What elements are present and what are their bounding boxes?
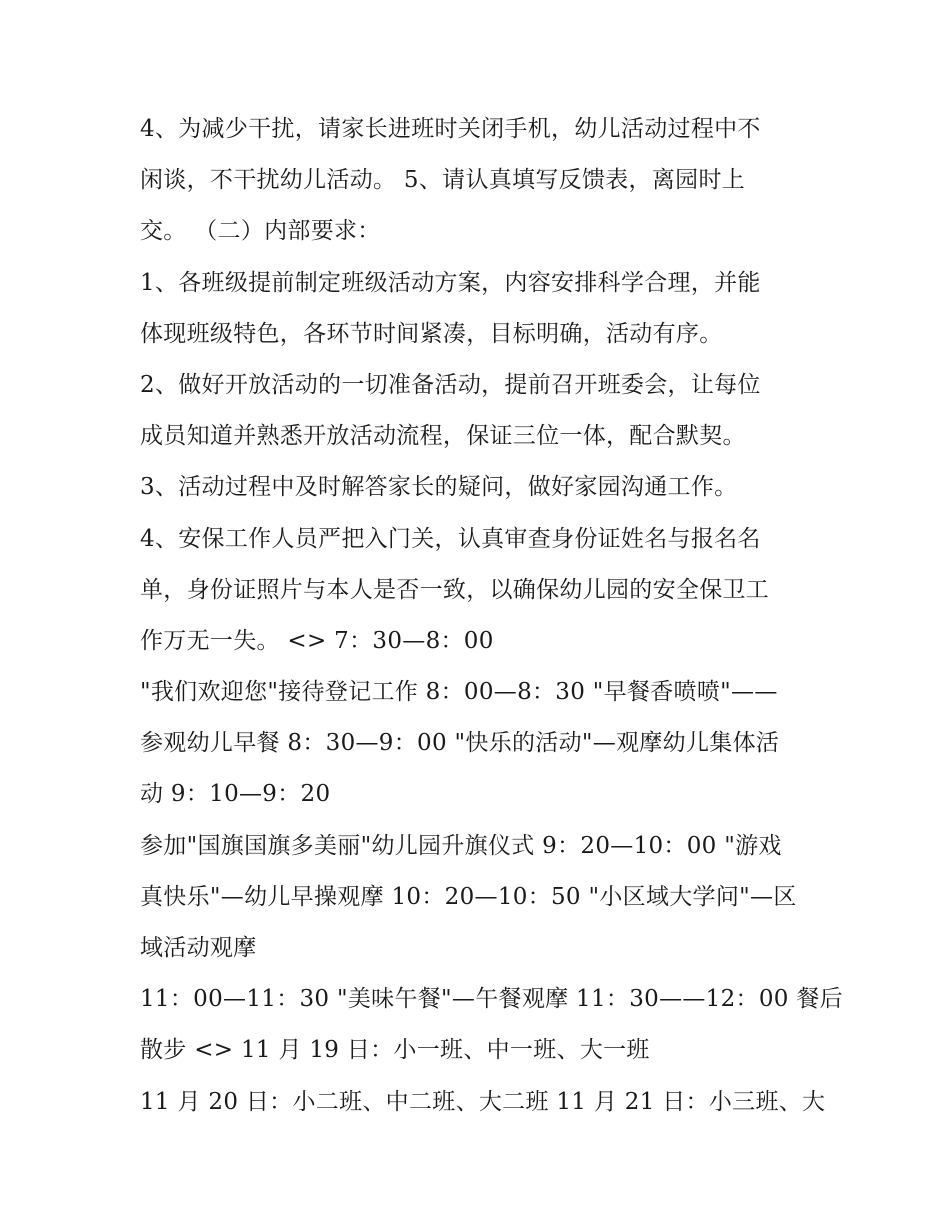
text-line-20: 11 月 20 日：小二班、中二班、大二班 11 月 21 日：小三班、大	[140, 1088, 826, 1115]
text-line-3: 交。 （二）内部要求：	[140, 218, 381, 245]
text-line-18: 11：00—11：30 "美味午餐"—午餐观摩 11：30——12：00 餐后	[140, 986, 843, 1013]
text-line-13: 参观幼儿早餐 8：30—9：00 "快乐的活动"—观摩幼儿集体活	[140, 730, 780, 757]
text-line-14: 动 9：10—9：20	[140, 781, 331, 808]
text-line-7: 成员知道并熟悉开放活动流程，保证三位一体，配合默契。	[140, 423, 746, 450]
text-line-10: 单，身份证照片与本人是否一致，以确保幼儿园的安全保卫工	[140, 576, 770, 603]
text-line-9: 4、安保工作人员严把入门关，认真审查身份证姓名与报名名	[140, 525, 761, 552]
text-line-11: 作万无一失。 <> 7：30—8：00	[140, 627, 494, 654]
document-body	[140, 104, 843, 1128]
text-line-6: 2、做好开放活动的一切准备活动，提前召开班委会，让每位	[140, 371, 761, 398]
text-line-1: 4、为减少干扰，请家长进班时关闭手机，幼儿活动过程中不	[140, 116, 761, 142]
text-line-19: 散步 <> 11 月 19 日：小一班、中一班、大一班	[140, 1037, 650, 1064]
text-line-15: 参加"国旗国旗多美丽"幼儿园升旗仪式 9：20—10：00 "游戏	[140, 832, 782, 859]
text-line-16: 真快乐"—幼儿早操观摩 10：20—10：50 "小区域大学问"—区	[140, 883, 797, 910]
text-line-17: 域活动观摩	[140, 935, 257, 961]
text-line-8: 3、活动过程中及时解答家长的疑问，做好家园沟通工作。	[140, 474, 738, 501]
text-line-4: 1、各班级提前制定班级活动方案，内容安排科学合理，并能	[140, 269, 761, 296]
text-line-12: "我们欢迎您"接待登记工作 8：00—8：30 "早餐香喷喷"——	[140, 679, 778, 706]
text-line-2: 闲谈，不干扰幼儿活动。 5、请认真填写反馈表，离园时上	[140, 167, 746, 194]
text-line-5: 体现班级特色，各环节时间紧凑，目标明确，活动有序。	[140, 320, 723, 347]
